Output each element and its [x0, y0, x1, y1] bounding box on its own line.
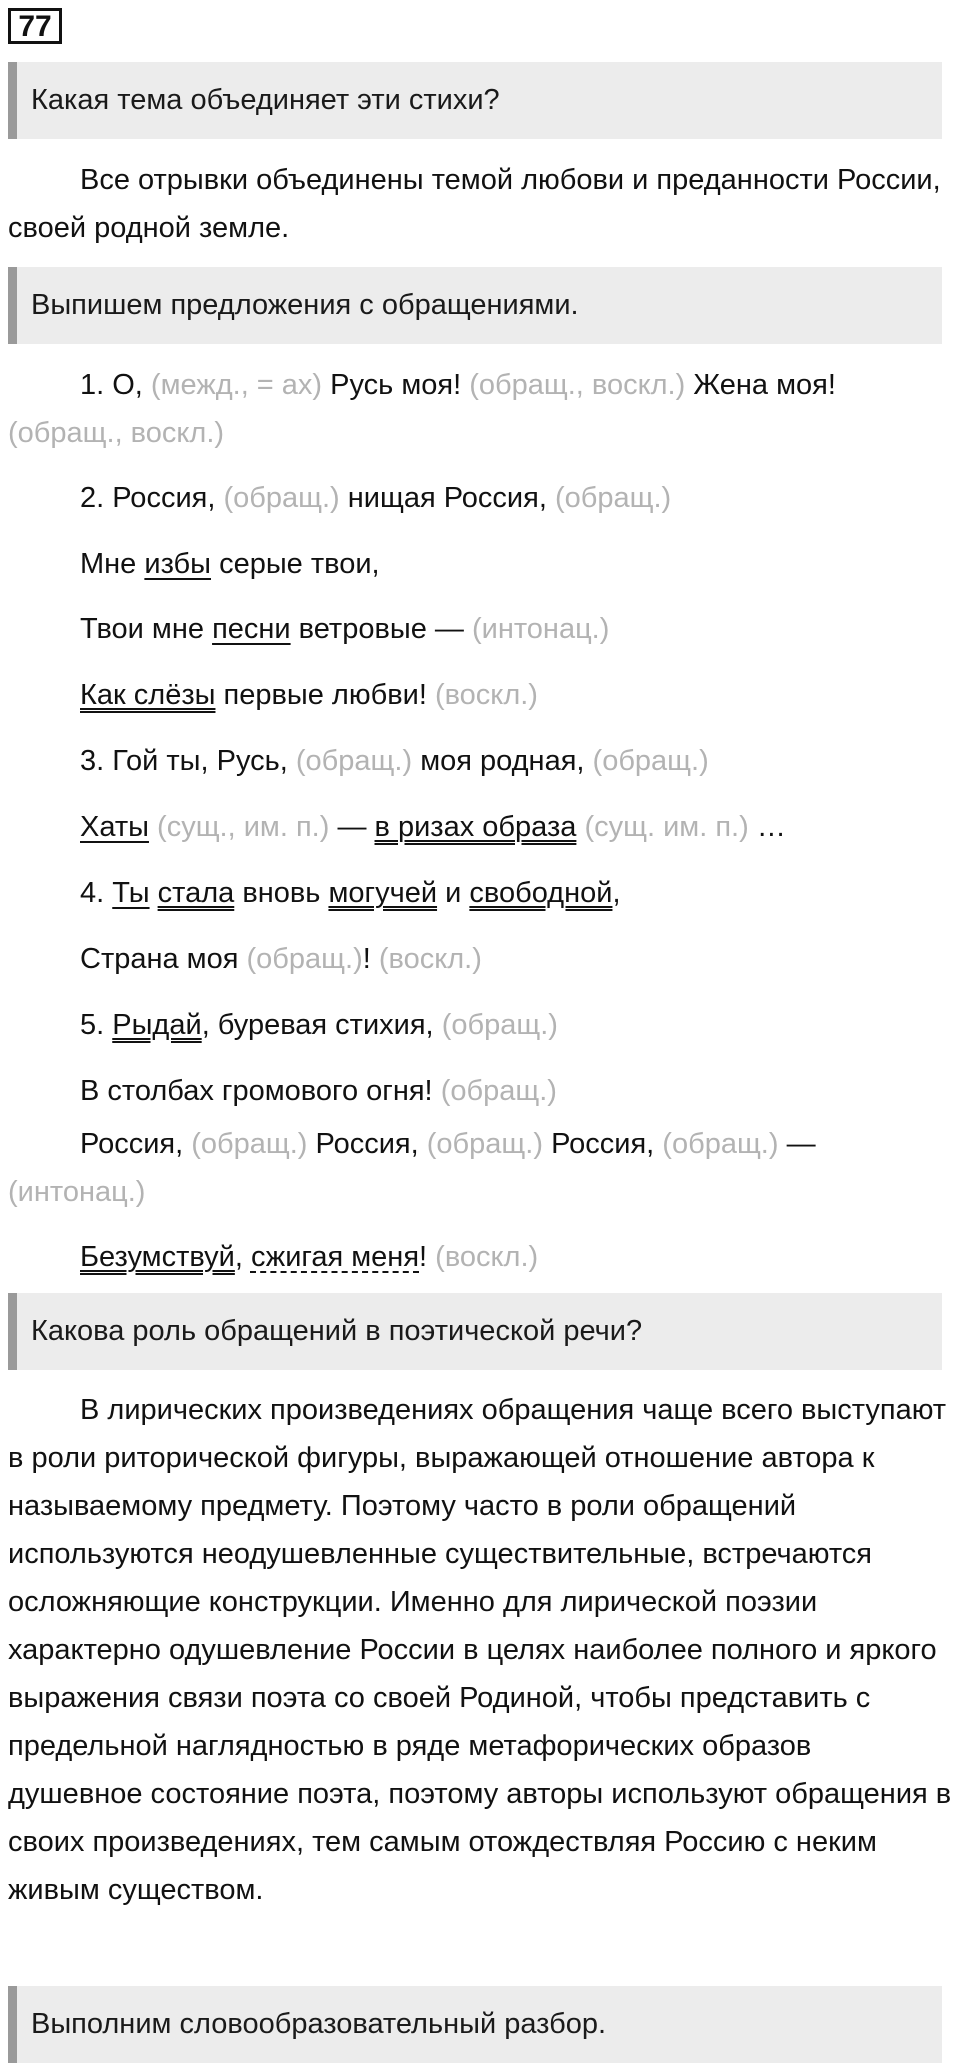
adverbial-szhigaya-menya: сжигая меня: [250, 1241, 420, 1273]
sentence-4-line-2: Страна моя (обращ.)! (воскл.): [80, 943, 482, 975]
sentence-1: 1. О, (межд., = ах) Русь моя! (обращ., воскл.) Жена моя! (обращ., воскл.): [8, 369, 836, 449]
subject-haty: Хаты: [80, 811, 149, 843]
question-heading-sentences: Выпишем предложения с обращениями.: [8, 267, 942, 344]
predicate-v-rizah-obraza: в ризах образа: [374, 811, 577, 843]
subject-izby: избы: [144, 548, 211, 580]
sentence-5-line-4: Безумствуй, сжигая меня! (воскл.): [80, 1241, 539, 1273]
sentence-2-line-2: Мне избы серые твои,: [80, 548, 380, 580]
predicate-svobodnoy: свободной: [469, 877, 613, 909]
question-heading-word-formation: Выполним словообразовательный разбор.: [8, 1986, 942, 2063]
task-number: 77: [8, 8, 62, 44]
question-heading-role: Какова роль обращений в поэтической речи?: [8, 1293, 942, 1370]
subject-ty: Ты: [112, 877, 150, 909]
predicate-bezumstvuy: Безумствуй: [80, 1241, 235, 1273]
sentence-2-line-4: Как слёзы первые любви! (воскл.): [80, 679, 538, 711]
sentence-4: 4. Ты стала вновь могучей и свободной,: [80, 877, 621, 909]
sentence-2: 2. Россия, (обращ.) нищая Россия, (обращ.): [80, 482, 672, 514]
sentence-3-line-2: Хаты (сущ., им. п.) — в ризах образа (сущ. им. п.) …: [80, 811, 786, 843]
sentence-5-line-2: В столбах громового огня! (обращ.): [80, 1075, 557, 1107]
predicate-rydai: Рыдай: [112, 1009, 202, 1041]
sentence-5: 5. Рыдай, буревая стихия, (обращ.): [80, 1009, 558, 1041]
sentence-2-line-3: Твои мне песни ветровые — (интонац.): [80, 613, 610, 645]
question-heading-theme: Какая тема объединяет эти стихи?: [8, 62, 942, 139]
answer-theme: Все отрывки объединены темой любови и преданности России, своей родной земле.: [8, 164, 941, 244]
sentence-5-line-3: Россия, (обращ.) Россия, (обращ.) Россия, (обращ.) — (интонац.): [8, 1128, 816, 1208]
sentence-3: 3. Гой ты, Русь, (обращ.) моя родная, (обращ.): [80, 745, 709, 777]
predicate-moguchey: могучей: [328, 877, 438, 909]
predicate-kak-slezy: Как слёзы: [80, 679, 216, 711]
subject-pesni: песни: [212, 613, 291, 645]
answer-role: В лирических произведениях обращения чаще всего выступают в роли риторической фигуры, выражающей отношение автора к называемому предмету. Поэтому часто в роли обращений используются неодушевленные существительные, встречаются осложняющие конструкции. Именно для лирической поэзии характерно одушевление России в целях наиболее полного и яркого выражения связи поэта со своей Родиной, чтобы представить с предельной наглядностью в ряде метафорических образов душевное состояние поэта, поэтому авторы используют обращения в своих произведениях, тем самым отождествляя Россию с неким живым существом.: [8, 1394, 952, 1906]
predicate-stala: стала: [157, 877, 235, 909]
